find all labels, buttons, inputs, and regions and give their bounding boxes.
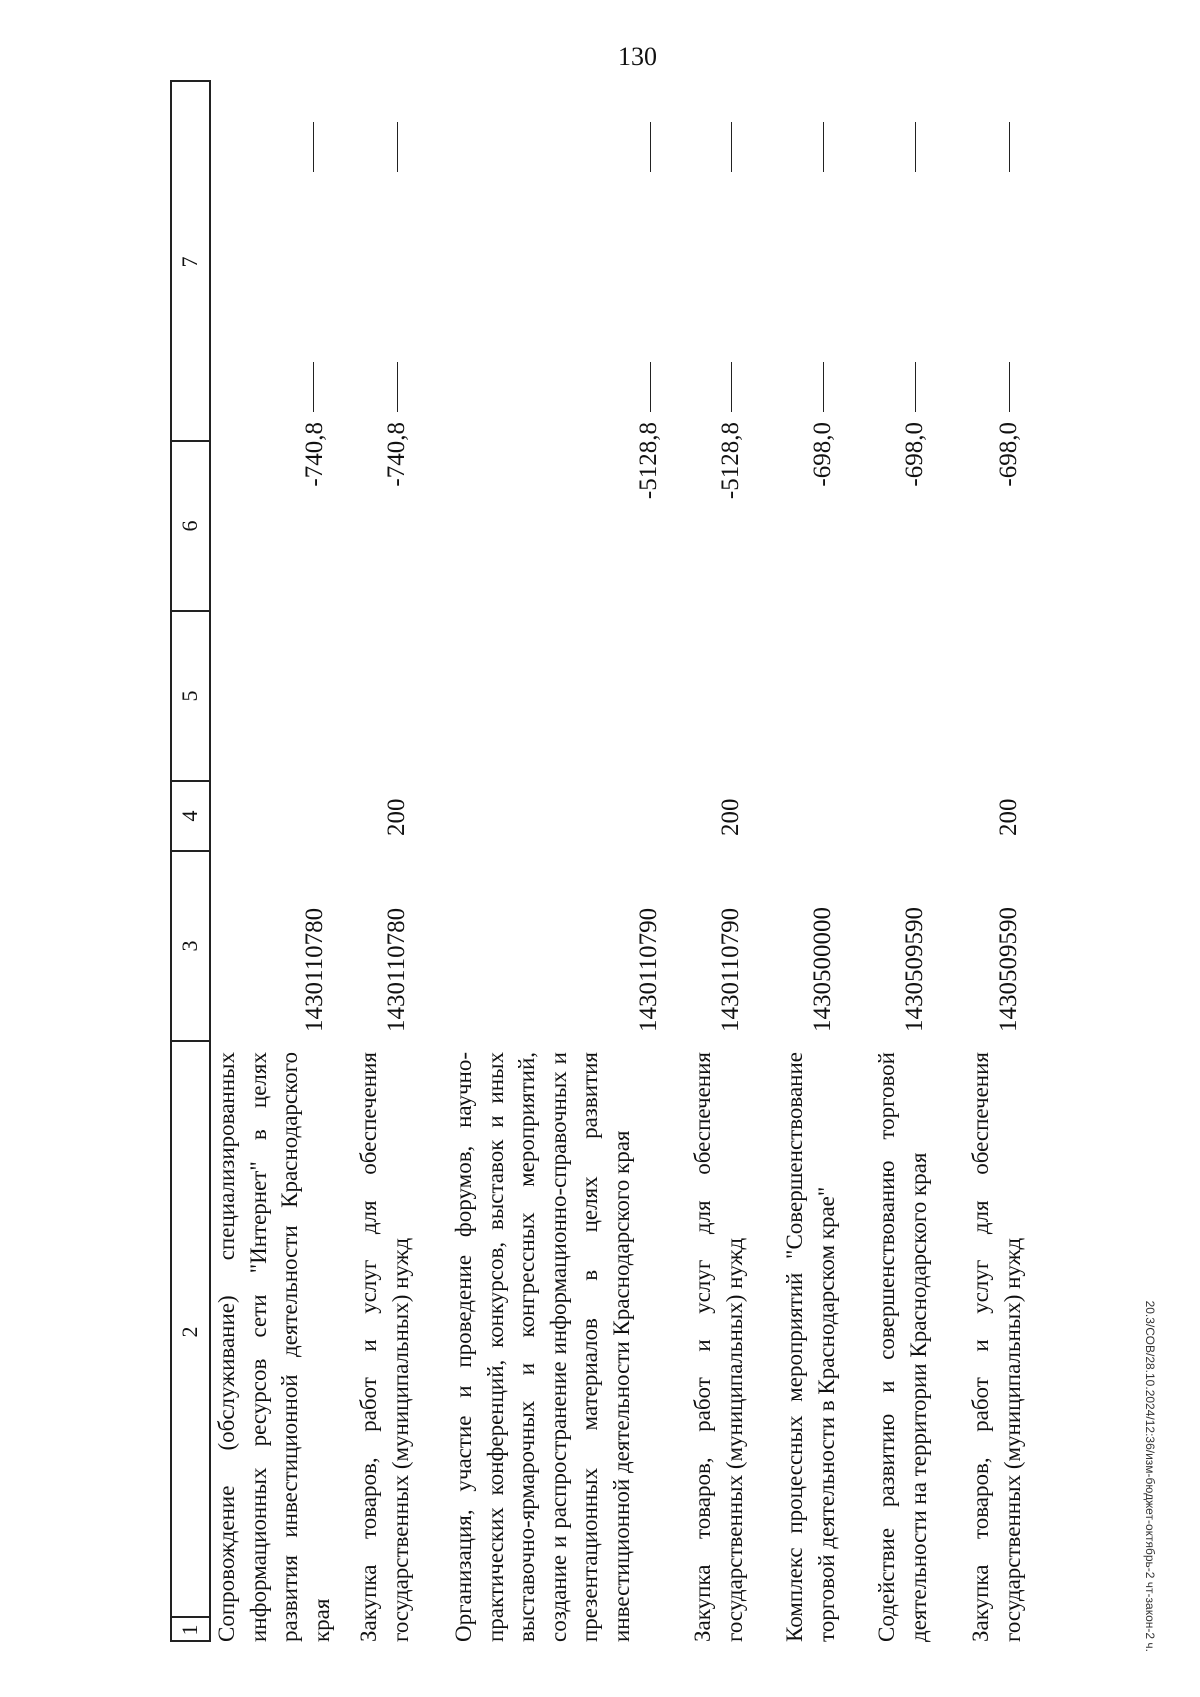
table-header bbox=[170, 82, 211, 1642]
page-number: 130 bbox=[618, 42, 657, 71]
row-dash bbox=[915, 122, 916, 172]
row-code: 1430500000 bbox=[809, 907, 836, 1032]
row-code: 1430110790 bbox=[717, 907, 744, 1032]
row-dash bbox=[731, 122, 732, 172]
header-col-3: 3 bbox=[177, 940, 202, 952]
row-description: Закупка товаров, работ и услуг для обеспечения государственных (муниципальных) нужд bbox=[356, 1052, 413, 1642]
row-amount: -5128,8 bbox=[717, 422, 744, 500]
column-divider bbox=[170, 440, 211, 442]
row-dash bbox=[823, 122, 824, 172]
row-dash bbox=[397, 122, 398, 172]
row-dash bbox=[650, 122, 651, 172]
row-dash bbox=[823, 362, 824, 412]
header-col-2: 2 bbox=[177, 1326, 202, 1338]
row-type: 200 bbox=[717, 798, 744, 836]
row-code: 1430110790 bbox=[635, 907, 662, 1032]
row-description: Организация, участие и проведение форумов, научно-практических конференций, конкурсов, выставок и иных выставочно-ярмарочных и конгрессных мероприятий, создание и распространение информационно-справочных и презентационных материалов в целях развития инвестиционной деятельности Краснодарского края bbox=[451, 1052, 634, 1642]
row-code: 1430509590 bbox=[901, 907, 928, 1032]
row-description: Содействие развитию и совершенствованию торговой деятельности на территории Краснодарского края bbox=[874, 1052, 931, 1642]
row-code: 1430509590 bbox=[995, 907, 1022, 1032]
row-description: Сопровождение (обслуживание) специализированных информационных ресурсов сети "Интернет" в целях развития инвестиционной деятельности Краснодарского края bbox=[214, 1052, 334, 1642]
document-stamp: 20.3/СОВ/28.10.2024/12:36/изм-бюджет-октябрь-2 чт-закон-2 ч. bbox=[1143, 1300, 1157, 1652]
row-amount: -5128,8 bbox=[635, 422, 662, 500]
header-col-6: 6 bbox=[177, 520, 202, 532]
row-code: 1430110780 bbox=[383, 907, 410, 1032]
header-col-4: 4 bbox=[177, 810, 202, 822]
row-amount: -698,0 bbox=[995, 422, 1022, 487]
header-col-7: 7 bbox=[177, 256, 202, 268]
row-dash bbox=[731, 362, 732, 412]
header-top-border bbox=[170, 80, 172, 1642]
header-col-5: 5 bbox=[177, 690, 202, 702]
row-type: 200 bbox=[995, 798, 1022, 836]
row-description: Закупка товаров, работ и услуг для обеспечения государственных (муниципальных) нужд bbox=[968, 1052, 1025, 1642]
row-dash bbox=[1009, 122, 1010, 172]
row-description: Закупка товаров, работ и услуг для обеспечения государственных (муниципальных) нужд bbox=[690, 1052, 747, 1642]
row-dash bbox=[915, 362, 916, 412]
row-amount: -740,8 bbox=[301, 422, 328, 487]
column-divider bbox=[170, 1040, 211, 1042]
row-code: 1430110780 bbox=[301, 907, 328, 1032]
column-divider bbox=[170, 610, 211, 612]
row-dash bbox=[313, 362, 314, 412]
row-dash bbox=[1009, 362, 1010, 412]
row-amount: -698,0 bbox=[809, 422, 836, 487]
column-divider bbox=[170, 780, 211, 782]
header-col-1: 1 bbox=[177, 1624, 202, 1636]
row-amount: -740,8 bbox=[383, 422, 410, 487]
column-divider bbox=[170, 80, 211, 82]
row-type: 200 bbox=[383, 798, 410, 836]
row-description: Комплекс процессных мероприятий "Совершенствование торговой деятельности в Краснодарском крае" bbox=[782, 1052, 839, 1642]
rotated-table bbox=[170, 82, 1070, 1642]
row-dash bbox=[650, 362, 651, 412]
row-dash bbox=[397, 362, 398, 412]
column-divider bbox=[170, 850, 211, 852]
row-amount: -698,0 bbox=[901, 422, 928, 487]
row-dash bbox=[313, 122, 314, 172]
